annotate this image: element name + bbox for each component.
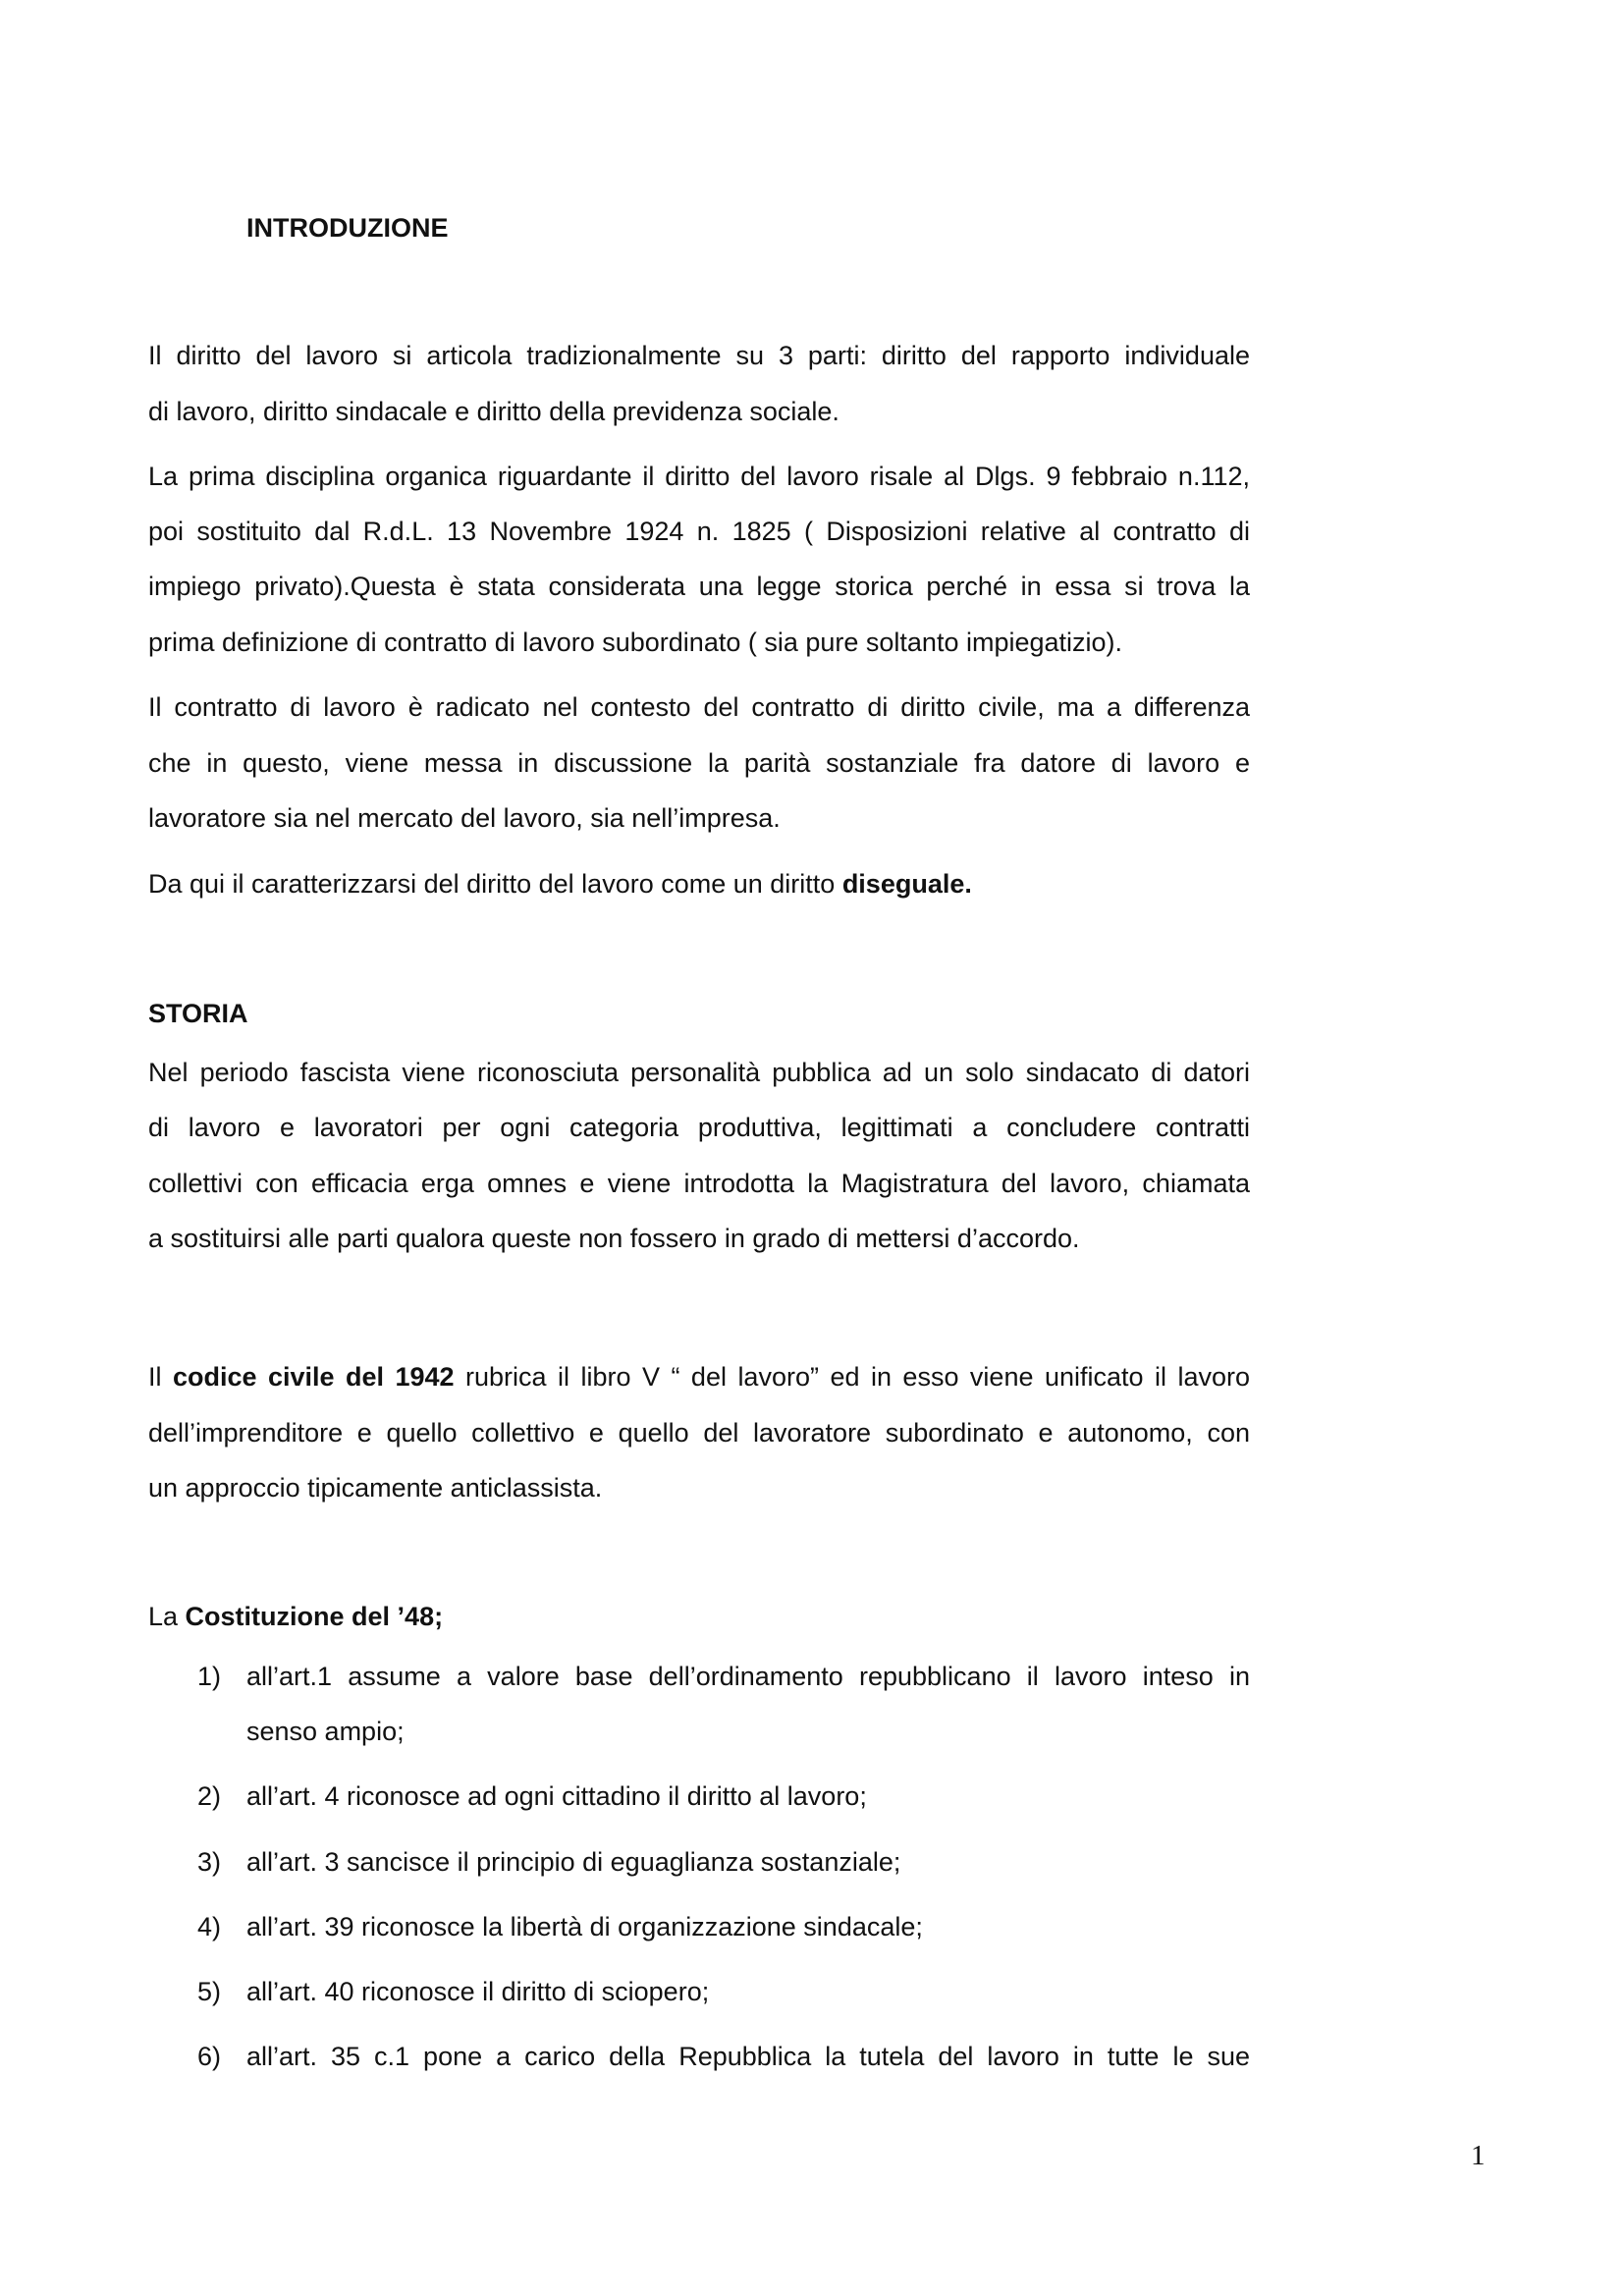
storia-p2-line1 <box>148 1349 1250 1404</box>
storia-p3-prefix: La <box>148 1602 186 1631</box>
storia-p2-bold: codice civile del 1942 <box>172 1362 455 1392</box>
list-item-text-cont: senso ampio; <box>246 1717 405 1746</box>
storia-p2-prefix: Il <box>148 1362 173 1392</box>
intro-p1-line1: Il diritto del lavoro si articola tradizionalmente su 3 parti: diritto del rapporto individuale <box>148 341 1250 370</box>
storia-p3 <box>148 1589 443 1644</box>
intro-p3-line1: Il contratto di lavoro è radicato nel contesto del contratto di diritto civile, ma a differenza <box>148 692 1250 722</box>
storia-p2-suffix: rubrica il libro V “ del lavoro” ed in esso viene unificato il lavoro <box>454 1362 1250 1392</box>
storia-p1-line4: a sostituirsi alle parti qualora queste non fossero in grado di mettersi d’accordo. <box>148 1224 1080 1253</box>
storia-p1-line1: Nel periodo fascista viene riconosciuta personalità pubblica ad un solo sindacato di datori <box>148 1058 1250 1087</box>
heading-introduzione: INTRODUZIONE <box>246 213 449 243</box>
intro-p4-bold: diseguale. <box>841 869 972 899</box>
list-item-number: 2) <box>197 1781 222 1811</box>
list-item-text: all’art. 3 sancisce il principio di eguaglianza sostanziale; <box>246 1847 901 1877</box>
storia-p2-line2: dell’imprenditore e quello collettivo e quello del lavoratore subordinato e autonomo, con <box>148 1418 1250 1448</box>
intro-p4-text: Da qui il caratterizzarsi del diritto del lavoro come un diritto <box>148 869 842 899</box>
list-item-text: all’art. 4 riconosce ad ogni cittadino il diritto al lavoro; <box>246 1781 867 1811</box>
storia-p2-line3: un approccio tipicamente anticlassista. <box>148 1473 603 1503</box>
list-item-number: 6) <box>197 2042 222 2071</box>
intro-p2-line3: impiego privato).Questa è stata considerata una legge storica perché in essa si trova la <box>148 572 1250 601</box>
intro-p3-line2: che in questo, viene messa in discussione la parità sostanziale fra datore di lavoro e <box>148 748 1250 778</box>
intro-p2-line1: La prima disciplina organica riguardante il diritto del lavoro risale al Dlgs. 9 febbraio n.112, <box>148 462 1250 491</box>
list-item-text: all’art.1 assume a valore base dell’ordinamento repubblicano il lavoro inteso in <box>246 1662 1250 1691</box>
list-item-text: all’art. 35 c.1 pone a carico della Repubblica la tutela del lavoro in tutte le sue <box>246 2042 1250 2071</box>
intro-p1-line2: di lavoro, diritto sindacale e diritto della previdenza sociale. <box>148 397 839 426</box>
list-item-number: 3) <box>197 1847 222 1877</box>
intro-p4 <box>148 856 972 911</box>
intro-p2-line4: prima definizione di contratto di lavoro subordinato ( sia pure soltanto impiegatizio). <box>148 628 1123 657</box>
intro-p3-line3: lavoratore sia nel mercato del lavoro, sia nell’impresa. <box>148 803 781 833</box>
intro-p2-line2: poi sostituito dal R.d.L. 13 Novembre 1924 n. 1825 ( Disposizioni relative al contratto di <box>148 517 1250 546</box>
heading-storia: STORIA <box>148 999 248 1028</box>
list-item-number: 1) <box>197 1662 222 1691</box>
storia-p3-bold: Costituzione del ’48; <box>185 1602 444 1631</box>
list-item-text: all’art. 40 riconosce il diritto di sciopero; <box>246 1977 710 2006</box>
list-item-number: 5) <box>197 1977 222 2006</box>
list-item-text: all’art. 39 riconosce la libertà di organizzazione sindacale; <box>246 1912 923 1941</box>
list-item-number: 4) <box>197 1912 222 1941</box>
storia-p1-line2: di lavoro e lavoratori per ogni categoria produttiva, legittimati a concludere contratti <box>148 1113 1250 1142</box>
storia-p1-line3: collettivi con efficacia erga omnes e viene introdotta la Magistratura del lavoro, chiamata <box>148 1169 1250 1198</box>
page-number: 1 <box>1471 2140 1486 2171</box>
